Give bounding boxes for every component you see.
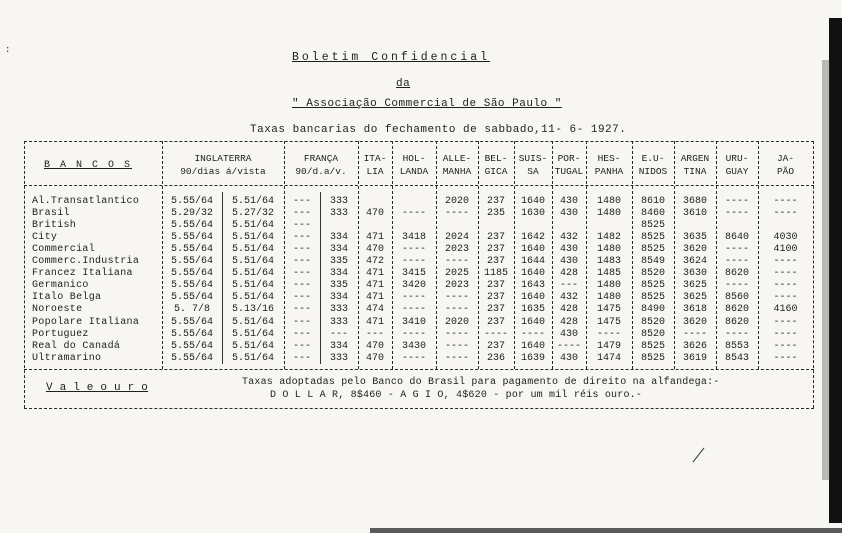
rate-cell: 5.55/64 (170, 328, 213, 340)
rate-cell: 335 (329, 256, 348, 268)
rate-cell: --- (292, 244, 311, 256)
table-right-border (813, 141, 814, 408)
rate-cell: --- (292, 352, 311, 364)
column-header-top: ITA- (363, 153, 387, 164)
rate-cell: --- (292, 304, 311, 316)
rate-cell: --- (559, 280, 578, 292)
rate-cell: ---- (401, 292, 426, 304)
rate-cell: 237 (486, 244, 505, 256)
rate-cell: 333 (329, 316, 348, 328)
rate-cell: 334 (329, 232, 348, 244)
rate-cell: 8620 (724, 268, 749, 280)
column-header-bottom: PÃO (776, 166, 795, 177)
bank-name: Brasil (32, 208, 70, 220)
rate-cell: --- (292, 292, 311, 304)
rate-cell: ---- (444, 328, 469, 340)
rate-cell: 1642 (520, 232, 545, 244)
stray-mark-left: : (5, 45, 11, 55)
rate-cell: 5.55/64 (170, 316, 213, 328)
rate-cell: 2025 (444, 268, 469, 280)
rate-cell: 8490 (640, 304, 665, 316)
rate-cell: 4160 (773, 304, 798, 316)
rate-cell: 5.51/64 (231, 352, 274, 364)
rate-cell: 237 (486, 304, 505, 316)
rate-cell: ---- (724, 208, 749, 220)
rate-cell: 470 (365, 208, 384, 220)
rate-cell: 1643 (520, 280, 545, 292)
column-header-top: POR- (557, 153, 581, 164)
rate-cell: ---- (724, 244, 749, 256)
rate-cell: 8549 (640, 256, 665, 268)
header-bottom-border (24, 185, 814, 186)
rate-cell: ---- (444, 292, 469, 304)
rate-cell: 428 (559, 304, 578, 316)
rate-cell: 5.55/64 (170, 292, 213, 304)
rate-cell: 474 (365, 304, 384, 316)
rate-cell: 334 (329, 244, 348, 256)
column-header-bottom: MANHA (442, 166, 472, 177)
column-header-top: BEL- (484, 153, 508, 164)
rate-cell: 1474 (596, 352, 621, 364)
rate-cell: 1644 (520, 256, 545, 268)
rate-cell: 1630 (520, 208, 545, 220)
rate-cell: 428 (559, 268, 578, 280)
rate-cell: 237 (486, 280, 505, 292)
rate-cell: 8460 (640, 208, 665, 220)
rate-cell: 1480 (596, 244, 621, 256)
rate-cell: 3410 (401, 316, 426, 328)
bank-name: Al.Transatlantico (32, 196, 140, 207)
rate-cell: 470 (365, 244, 384, 256)
rate-cell: --- (365, 328, 384, 340)
rate-cell: --- (292, 340, 311, 352)
vale-ouro-label: V a l e o u r o (46, 382, 149, 394)
doc-association: " Associação Commercial de São Paulo " (292, 98, 562, 110)
rate-cell: 333 (329, 304, 348, 316)
rate-cell: 1640 (520, 268, 545, 280)
rate-cell: 5.51/64 (231, 244, 274, 256)
column-header-bottom: TINA (683, 166, 707, 177)
column-header-bottom: GICA (484, 166, 508, 177)
rate-cell: 430 (559, 256, 578, 268)
rate-cell: 471 (365, 232, 384, 244)
rate-cell: 235 (486, 208, 505, 220)
rate-cell: 1640 (520, 292, 545, 304)
rate-cell: ---- (724, 328, 749, 340)
rate-cell: 237 (486, 232, 505, 244)
rate-cell: 430 (559, 244, 578, 256)
rate-cell: 5.55/64 (170, 244, 213, 256)
rate-cell: 2023 (444, 244, 469, 256)
rate-cell: 2024 (444, 232, 469, 244)
rate-cell: 3635 (682, 232, 707, 244)
rate-cell: 236 (486, 352, 505, 364)
rate-cell: --- (292, 208, 311, 220)
rate-cell: 471 (365, 316, 384, 328)
column-header-top: SUIS- (518, 153, 548, 164)
column-header-top: JA- (776, 153, 795, 164)
rate-cell: 4100 (773, 244, 798, 256)
doc-title: Boletim Confidencial (292, 51, 491, 64)
column-header-bottom: TUGAL (554, 166, 584, 177)
column-header-bottom: NIDOS (638, 166, 668, 177)
rate-cell: 8620 (724, 316, 749, 328)
table-bottom-border (24, 369, 814, 370)
column-header-bottom: LANDA (399, 166, 429, 177)
rate-cell: 8525 (640, 232, 665, 244)
rate-cell: 1640 (520, 316, 545, 328)
rate-cell: 8525 (640, 340, 665, 352)
scan-edge-right-soft (822, 60, 830, 480)
rate-cell: 472 (365, 256, 384, 268)
bank-name: Commercial (32, 244, 96, 256)
rate-cell: 1475 (596, 316, 621, 328)
rate-cell: 3420 (401, 280, 426, 292)
rate-cell: ---- (773, 268, 798, 280)
rate-cell: 5.55/64 (170, 196, 213, 207)
rate-cell: 1480 (596, 208, 621, 220)
rate-cell: 1479 (596, 340, 621, 352)
bank-name: Italo Belga (32, 292, 102, 304)
rate-cell: 3619 (682, 352, 707, 364)
rate-cell: 8525 (640, 352, 665, 364)
rate-cell: --- (292, 220, 311, 232)
table-left-border (24, 141, 25, 408)
rate-cell: 5.51/64 (231, 328, 274, 340)
rate-cell: 3620 (682, 244, 707, 256)
rate-cell: 1640 (520, 340, 545, 352)
rate-cell: 335 (329, 280, 348, 292)
rate-cell: 8525 (640, 220, 665, 232)
rate-cell: 1482 (596, 232, 621, 244)
rate-cell: 5.51/64 (231, 232, 274, 244)
rate-cell: ---- (773, 352, 798, 364)
rate-cell: --- (292, 268, 311, 280)
rate-cell: 1185 (483, 268, 508, 280)
rate-cell: --- (292, 256, 311, 268)
rate-cell: ---- (773, 196, 798, 207)
rate-cell: 5.51/64 (231, 268, 274, 280)
rate-cell: 2020 (444, 196, 469, 207)
rate-cell: 1485 (596, 268, 621, 280)
rate-cell: 5.55/64 (170, 256, 213, 268)
rate-cell: 334 (329, 292, 348, 304)
rate-cell: 5.51/64 (231, 292, 274, 304)
rate-cell: 5.51/64 (231, 340, 274, 352)
rate-cell: 3630 (682, 268, 707, 280)
rate-cell: 3626 (682, 340, 707, 352)
rate-cell: ---- (401, 256, 426, 268)
rate-cell: 8525 (640, 292, 665, 304)
rate-cell: 430 (559, 352, 578, 364)
rate-cell: 5.27/32 (231, 208, 274, 220)
rate-cell: 3415 (401, 268, 426, 280)
rate-cell: ---- (401, 352, 426, 364)
rate-cell: 333 (329, 208, 348, 220)
rate-cell: 334 (329, 340, 348, 352)
rate-cell: ---- (401, 244, 426, 256)
rate-cell: --- (292, 316, 311, 328)
bancos-header: B A N C O S (44, 160, 133, 171)
rate-cell: ---- (773, 340, 798, 352)
rate-cell: 2020 (444, 316, 469, 328)
rate-cell: 8543 (724, 352, 749, 364)
rate-cell: ---- (444, 208, 469, 220)
rate-cell: 1480 (596, 280, 621, 292)
rate-cell: ---- (773, 328, 798, 340)
rate-cell: 3680 (682, 196, 707, 207)
rate-cell: ---- (401, 208, 426, 220)
bank-name: Germanico (32, 280, 89, 292)
rate-cell: 333 (329, 352, 348, 364)
column-header-top: ARGEN (680, 153, 710, 164)
rate-cell: ---- (444, 352, 469, 364)
rate-cell: 2023 (444, 280, 469, 292)
bank-name: Commerc.Industria (32, 256, 140, 268)
bank-name: Noroeste (32, 304, 83, 316)
rate-cell: 430 (559, 208, 578, 220)
rate-cell: 430 (559, 328, 578, 340)
rate-cell: ---- (773, 208, 798, 220)
rate-cell: 5.55/64 (170, 340, 213, 352)
footer-bottom-border (24, 408, 814, 409)
rate-cell: 8620 (724, 304, 749, 316)
rate-cell: 1480 (596, 292, 621, 304)
rate-cell: 3610 (682, 208, 707, 220)
rate-cell: 5.55/64 (170, 232, 213, 244)
rate-cell: 8640 (724, 232, 749, 244)
rate-cell: 1475 (596, 304, 621, 316)
bank-name: City (32, 232, 58, 244)
bank-name: Portuguez (32, 328, 89, 340)
column-header-bottom: PANHA (594, 166, 624, 177)
rate-cell: 428 (559, 316, 578, 328)
footer-line-1: Taxas adoptadas pelo Banco do Brasil para pagamento de direito na alfandega:- (242, 377, 720, 388)
rate-cell: ---- (773, 316, 798, 328)
rate-cell: 5.29/32 (170, 208, 213, 220)
footer-line-2: D O L L A R, 8$460 - A G I O, 4$620 - por um mil réis ouro.- (270, 390, 643, 401)
rate-cell: ---- (724, 256, 749, 268)
rate-cell: 4030 (773, 232, 798, 244)
rate-cell: 5.51/64 (231, 196, 274, 207)
rate-cell: 8525 (640, 244, 665, 256)
rate-cell: 1640 (520, 196, 545, 207)
rate-cell: 237 (486, 292, 505, 304)
rate-cell: ---- (773, 256, 798, 268)
rate-cell: 8553 (724, 340, 749, 352)
rate-cell: ---- (682, 328, 707, 340)
rate-cell: 5.55/64 (170, 352, 213, 364)
rate-cell: ---- (444, 340, 469, 352)
rate-cell: 3418 (401, 232, 426, 244)
scan-edge-bottom (370, 528, 842, 533)
rate-cell: 8520 (640, 268, 665, 280)
rate-cell: 8525 (640, 280, 665, 292)
rate-cell: ---- (724, 196, 749, 207)
rate-cell: 8560 (724, 292, 749, 304)
rate-cell: 334 (329, 268, 348, 280)
rate-cell: ---- (401, 328, 426, 340)
rate-cell: --- (292, 280, 311, 292)
rate-cell: 432 (559, 232, 578, 244)
rate-cell: ---- (773, 292, 798, 304)
bank-name: British (32, 220, 77, 232)
rate-cell: ---- (520, 328, 545, 340)
column-header-top: INGLATERRA (194, 153, 252, 164)
rate-cell: 3620 (682, 316, 707, 328)
column-header-top: HOL- (402, 153, 426, 164)
rate-cell: 432 (559, 292, 578, 304)
column-header-bottom: SA (527, 166, 539, 177)
rate-cell: 470 (365, 352, 384, 364)
rate-cell: --- (292, 196, 311, 207)
rate-cell: 5.13/16 (231, 304, 274, 316)
rate-cell: 237 (486, 340, 505, 352)
rate-cell: ---- (483, 328, 508, 340)
rate-cell: ---- (444, 304, 469, 316)
doc-subtitle: Taxas bancarias do fechamento de sabbado,11- 6- 1927. (250, 124, 627, 136)
column-header-bottom: 90/d.a/v. (295, 166, 347, 177)
rate-cell: 5.55/64 (170, 268, 213, 280)
rate-cell: 8520 (640, 316, 665, 328)
rate-cell: ---- (444, 256, 469, 268)
rate-cell: 3625 (682, 292, 707, 304)
rate-cell: --- (292, 328, 311, 340)
rate-cell: ---- (401, 304, 426, 316)
rate-cell: ---- (556, 340, 581, 352)
rate-cell: 3430 (401, 340, 426, 352)
scan-edge-right (829, 18, 842, 523)
rate-cell: 3618 (682, 304, 707, 316)
rate-cell: 5.55/64 (170, 220, 213, 232)
bank-name: Real do Canadá (32, 340, 121, 352)
column-header-top: HES- (597, 153, 621, 164)
rate-cell: 5.51/64 (231, 220, 274, 232)
bank-name: Francez Italiana (32, 268, 133, 280)
rate-cell: ---- (596, 328, 621, 340)
rate-cell: 470 (365, 340, 384, 352)
rate-cell: 8610 (640, 196, 665, 207)
rate-cell: 3625 (682, 280, 707, 292)
rate-cell: 5.51/64 (231, 280, 274, 292)
stray-pen-stroke (693, 448, 705, 463)
rate-cell: 1635 (520, 304, 545, 316)
rate-cell: 8520 (640, 328, 665, 340)
rate-cell: 237 (486, 256, 505, 268)
rate-cell: 471 (365, 280, 384, 292)
rate-cell: 1480 (596, 196, 621, 207)
rate-cell: 471 (365, 268, 384, 280)
bank-name: Popolare Italiana (32, 316, 140, 328)
rate-cell: 1639 (520, 352, 545, 364)
column-header-bottom: GUAY (725, 166, 749, 177)
rate-cell: 471 (365, 292, 384, 304)
rate-cell: --- (329, 328, 348, 340)
table-top-border (24, 141, 814, 142)
rate-cell: 5.55/64 (170, 280, 213, 292)
rate-cell: --- (292, 232, 311, 244)
rate-cell: ---- (724, 280, 749, 292)
rate-cell: 1640 (520, 244, 545, 256)
column-header-bottom: LIA (366, 166, 384, 177)
rate-cell: 430 (559, 196, 578, 207)
doc-da: da (396, 78, 411, 90)
rate-cell: 5. 7/8 (173, 304, 210, 316)
rate-cell: 3624 (682, 256, 707, 268)
column-header-top: ALLE- (442, 153, 472, 164)
rate-cell: 5.51/64 (231, 256, 274, 268)
column-header-top: FRANÇA (303, 153, 339, 164)
column-header-bottom: 90/dias á/vista (180, 166, 266, 177)
rate-cell: 237 (486, 316, 505, 328)
rate-cell: 5.51/64 (231, 316, 274, 328)
rate-cell: 333 (329, 196, 348, 207)
rate-cell: ---- (773, 280, 798, 292)
rate-cell: 237 (486, 196, 505, 207)
column-header-top: URU- (725, 153, 749, 164)
column-header-top: E.U- (641, 153, 665, 164)
rate-cell: 1483 (596, 256, 621, 268)
bank-name: Ultramarino (32, 352, 102, 364)
